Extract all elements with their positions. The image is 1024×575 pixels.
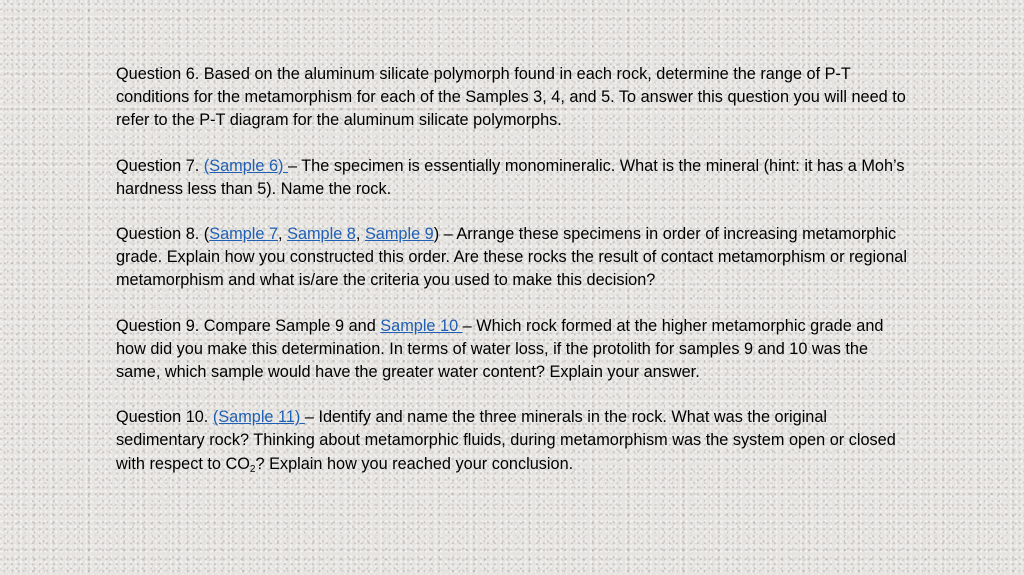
sample-10-link[interactable]: Sample 10 (380, 316, 463, 335)
question-7-prefix: Question 7. (116, 156, 204, 175)
sample-11-link[interactable]: (Sample 11) (212, 408, 305, 427)
question-10 (116, 406, 916, 476)
question-9 (116, 315, 916, 385)
question-8-prefix: Question 8. ( (116, 225, 210, 244)
question-7-text: – The specimen is essentially monomineralic. What is the mineral (hint: it has a Moh’s hardness less than 5). Name the rock. (116, 156, 905, 198)
question-10-text: – Identify and name the three minerals in the rock. What was the original sedimentary rock? Thinking about metamorphic fluids, during metamorphism was the system open or closed with respect to CO (116, 408, 896, 473)
co2-subscript: 2 (249, 463, 256, 475)
question-8-separator-2: , (355, 225, 365, 244)
sample-6-link[interactable]: (Sample 6) (203, 156, 288, 175)
question-9-text: – Which rock formed at the higher metamorphic grade and how did you make this determination. In terms of water loss, if the protolith for samples 9 and 10 was the same, which sample would have the greater water content? Explain your answer. (116, 316, 884, 382)
question-9-prefix: Question 9. Compare Sample 9 and (116, 316, 381, 335)
question-6 (116, 63, 916, 133)
question-8-separator-1: , (278, 225, 288, 244)
question-10-prefix: Question 10. (116, 408, 213, 427)
question-8 (116, 223, 916, 293)
question-6-text: Question 6. Based on the aluminum silicate polymorph found in each rock, determine the range of P-T conditions for the metamorphism for each of the Samples 3, 4, and 5. To answer this question you will need to refer to the P-T diagram for the aluminum silicate polymorphs. (116, 65, 906, 130)
sample-8-link[interactable]: Sample 8 (287, 225, 356, 244)
question-10-suffix: ? Explain how you reached your conclusion. (255, 454, 574, 473)
question-list (116, 63, 916, 498)
sample-7-link[interactable]: Sample 7 (209, 225, 279, 244)
sample-9-link[interactable]: Sample 9 (364, 225, 434, 244)
question-8-text: ) – Arrange these specimens in order of increasing metamorphic grade. Explain how you constructed this order. Are these rocks the result of contact metamorphism or regional metamorphism and what is/are the criteria you used to make this decision? (116, 225, 907, 290)
question-7 (116, 155, 916, 201)
